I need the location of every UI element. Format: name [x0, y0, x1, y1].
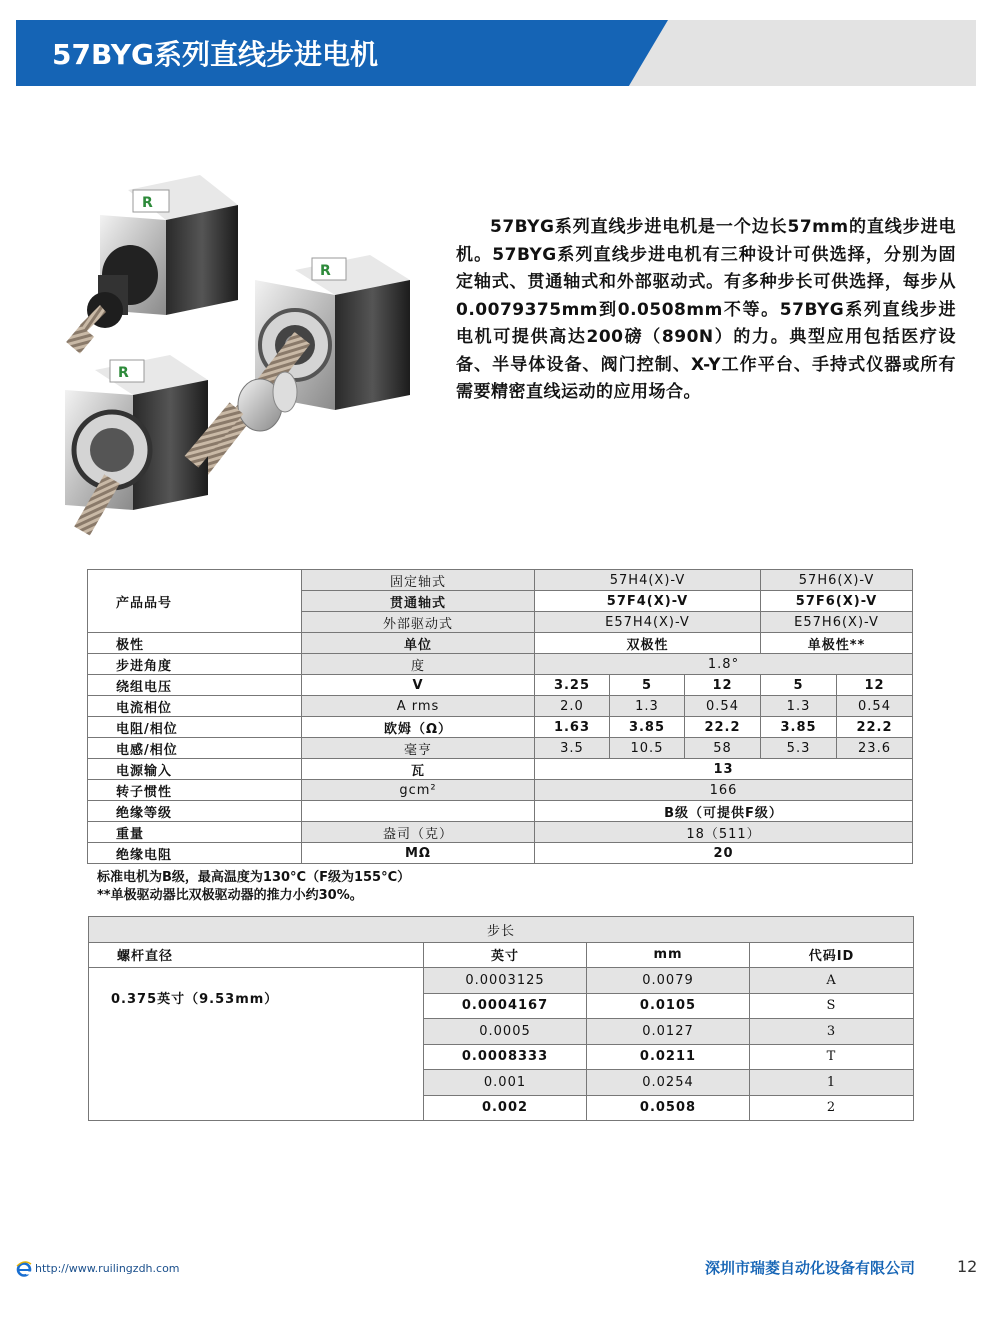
value-cell: 5.3	[761, 738, 837, 759]
model-cell: 57H6(X)-V	[761, 570, 913, 591]
polarity-unipolar: 单极性**	[761, 633, 913, 654]
col-diameter: 螺杆直径	[89, 942, 424, 968]
value-cell: 1.3	[761, 696, 837, 717]
spec-notes	[97, 869, 410, 905]
value-cell: 18（511）	[535, 822, 913, 843]
page-title: 57BYG系列直线步进电机	[52, 38, 379, 71]
website-link[interactable]: http://www.ruilingzdh.com	[35, 1262, 180, 1275]
code-cell: 1	[750, 1070, 914, 1096]
note-line: 标准电机为B级，最高温度为130°C（F级为155°C）	[97, 870, 411, 885]
value-cell: 166	[535, 780, 913, 801]
value-cell: 12	[837, 675, 913, 696]
inch-cell: 0.0003125	[424, 968, 587, 994]
motor-fixed-shaft	[66, 175, 238, 354]
row-label: 转子惯性	[88, 780, 302, 801]
value-cell: 3.85	[610, 717, 685, 738]
value-cell: 10.5	[610, 738, 685, 759]
row-label: 极性	[88, 633, 302, 654]
mm-cell: 0.0105	[587, 993, 750, 1019]
model-cell: 57F6(X)-V	[761, 591, 913, 612]
value-cell: 22.2	[837, 717, 913, 738]
model-cell: E57H4(X)-V	[535, 612, 761, 633]
value-cell: 5	[610, 675, 685, 696]
product-no-label: 产品品号	[88, 570, 302, 633]
inch-cell: 0.0008333	[424, 1044, 587, 1070]
type-external-drive: 外部驱动式	[302, 612, 535, 633]
mm-cell: 0.0127	[587, 1019, 750, 1045]
mm-cell: 0.0508	[587, 1095, 750, 1121]
value-cell: 0.54	[837, 696, 913, 717]
code-cell: 3	[750, 1019, 914, 1045]
svg-text:R: R	[118, 365, 129, 381]
type-through-shaft: 贯通轴式	[302, 591, 535, 612]
row-label: 电流相位	[88, 696, 302, 717]
row-label: 电阻/相位	[88, 717, 302, 738]
inch-cell: 0.0004167	[424, 993, 587, 1019]
value-cell: 12	[685, 675, 761, 696]
value-cell: B级（可提供F级）	[535, 801, 913, 822]
value-cell: 3.25	[535, 675, 610, 696]
company-name: 深圳市瑞菱自动化设备有限公司	[705, 1259, 916, 1277]
unit-cell: 瓦	[302, 759, 535, 780]
mm-cell: 0.0254	[587, 1070, 750, 1096]
motor-through-shaft	[65, 355, 243, 535]
code-cell: T	[750, 1044, 914, 1070]
spec-table	[87, 569, 913, 864]
model-cell: 57H4(X)-V	[535, 570, 761, 591]
value-cell: 2.0	[535, 696, 610, 717]
value-cell: 3.5	[535, 738, 610, 759]
note-line: **单极驱动器比双极驱动器的推力小约30%。	[97, 888, 363, 903]
type-fixed-shaft: 固定轴式	[302, 570, 535, 591]
product-description: 57BYG系列直线步进电机是一个边长57mm的直线步进电机。57BYG系列直线步进电机有三种设计可供选择，分别为固定轴式、贯通轴式和外部驱动式。有多种步长可供选择，每步从0.0079375mm到0.0508mm不等。57BYG系列直线步进电机可提供高达200磅（890N）的力。典型应用包括医疗设备、半导体设备、阀门控制、X-Y工作平台、手持式仪器或所有需要精密直线运动的应用场合。	[456, 217, 956, 402]
value-cell: 58	[685, 738, 761, 759]
row-label: 绕组电压	[88, 675, 302, 696]
unit-cell: V	[302, 675, 535, 696]
value-cell: 1.3	[610, 696, 685, 717]
unit-cell: 毫亨	[302, 738, 535, 759]
col-code: 代码ID	[750, 942, 914, 968]
row-label: 电源输入	[88, 759, 302, 780]
model-cell: 57F4(X)-V	[535, 591, 761, 612]
row-label: 电感/相位	[88, 738, 302, 759]
value-cell: 0.54	[685, 696, 761, 717]
step-table-title: 步长	[89, 917, 914, 943]
unit-cell: gcm²	[302, 780, 535, 801]
row-label: 重量	[88, 822, 302, 843]
diameter-cell: 0.375英寸（9.53mm）	[89, 968, 424, 1121]
code-cell: S	[750, 993, 914, 1019]
value-cell: 20	[535, 843, 913, 864]
inch-cell: 0.001	[424, 1070, 587, 1096]
value-cell: 13	[535, 759, 913, 780]
unit-cell: 单位	[302, 633, 535, 654]
unit-cell: 盎司（克）	[302, 822, 535, 843]
unit-cell: 欧姆（Ω）	[302, 717, 535, 738]
value-cell: 22.2	[685, 717, 761, 738]
ie-browser-icon	[16, 1261, 32, 1277]
model-cell: E57H6(X)-V	[761, 612, 913, 633]
value-cell: 23.6	[837, 738, 913, 759]
unit-cell: 度	[302, 654, 535, 675]
value-cell: 1.8°	[535, 654, 913, 675]
col-inch: 英寸	[424, 942, 587, 968]
mm-cell: 0.0079	[587, 968, 750, 994]
unit-cell	[302, 801, 535, 822]
col-mm: mm	[587, 942, 750, 968]
svg-text:R: R	[142, 195, 153, 211]
code-cell: A	[750, 968, 914, 994]
value-cell: 1.63	[535, 717, 610, 738]
code-cell: 2	[750, 1095, 914, 1121]
product-photo	[60, 160, 440, 540]
value-cell: 5	[761, 675, 837, 696]
inch-cell: 0.002	[424, 1095, 587, 1121]
polarity-bipolar: 双极性	[535, 633, 761, 654]
inch-cell: 0.0005	[424, 1019, 587, 1045]
step-table	[88, 916, 914, 1121]
mm-cell: 0.0211	[587, 1044, 750, 1070]
row-label: 步进角度	[88, 654, 302, 675]
value-cell: 3.85	[761, 717, 837, 738]
page-number: 12	[957, 1257, 978, 1276]
svg-text:R: R	[320, 263, 331, 279]
unit-cell: A rms	[302, 696, 535, 717]
row-label: 绝缘电阻	[88, 843, 302, 864]
unit-cell: MΩ	[302, 843, 535, 864]
row-label: 绝缘等级	[88, 801, 302, 822]
